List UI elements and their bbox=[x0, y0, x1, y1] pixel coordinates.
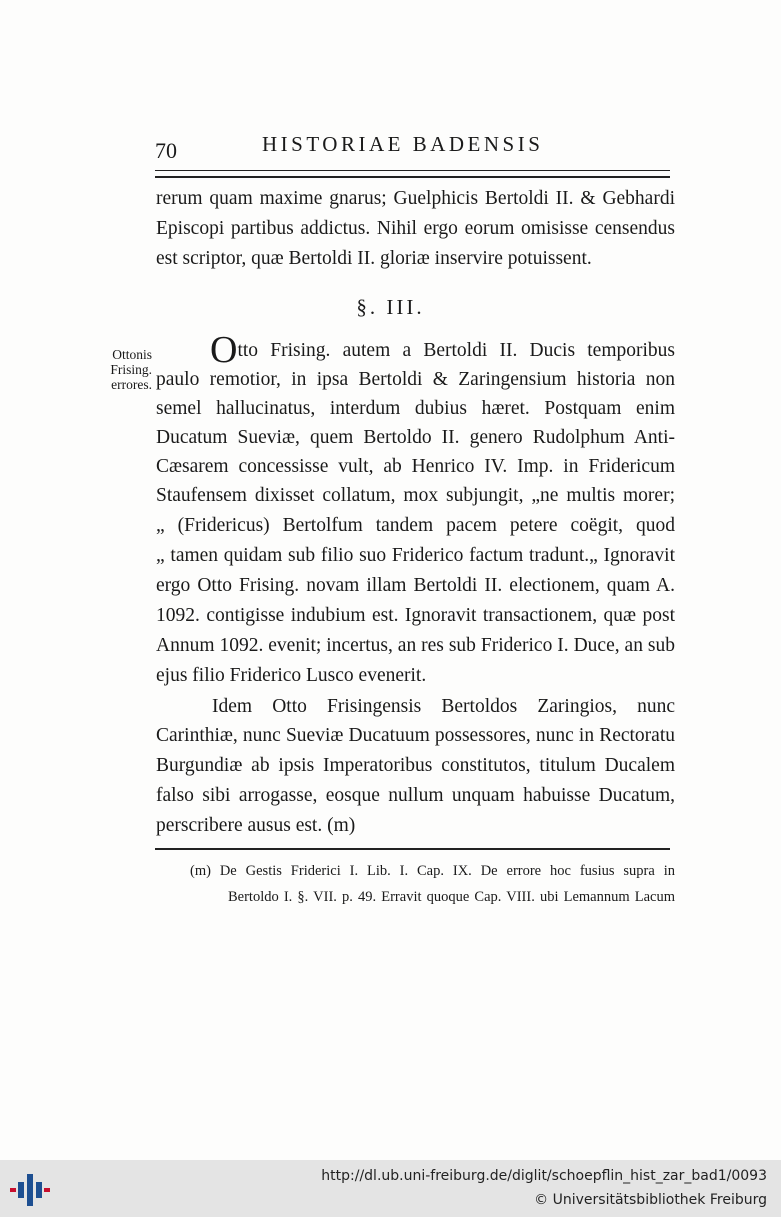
text-line: perscribere ausus est. (m) bbox=[156, 815, 356, 836]
paragraph-first-line bbox=[210, 329, 675, 371]
margin-note bbox=[80, 347, 152, 392]
text-line: „ tamen quidam sub filio suo Friderico factum tradunt.„ Ignoravit bbox=[156, 545, 675, 566]
library-footer-bar bbox=[0, 1160, 781, 1217]
text-line: Episcopi partibus addictus. Nihil ergo eorum omisisse censendus bbox=[156, 218, 675, 239]
text-line: Carinthiæ, nunc Sueviæ Ducatuum possessores, nunc in Rectoratu bbox=[156, 725, 675, 746]
text-line: ergo Otto Frising. novam illam Bertoldi II. electionem, quam A. bbox=[156, 575, 675, 596]
running-title: HISTORIAE BADENSIS bbox=[262, 132, 544, 156]
margin-note-line: Ottonis bbox=[112, 347, 152, 362]
footnote-line: (m) De Gestis Friderici I. Lib. I. Cap. IX. De errore hoc fusius supra in bbox=[190, 863, 675, 879]
margin-note-line: Frising. bbox=[110, 362, 152, 377]
text-line: Idem Otto Frisingensis Bertoldos Zaringios, nunc bbox=[212, 696, 675, 717]
text-line: rerum quam maxime gnarus; Guelphicis Bertoldi II. & Gebhardi bbox=[156, 188, 675, 209]
header-rule-thick bbox=[155, 176, 670, 178]
text-line: Annum 1092. evenit; incertus, an res sub Friderico I. Duce, an sub bbox=[156, 635, 675, 656]
footnote-rule bbox=[155, 848, 670, 850]
drop-cap: O bbox=[210, 329, 238, 371]
text-line: Staufensem dixisset collatum, mox subjungit, „ne multis morer; bbox=[156, 485, 675, 506]
section-heading: §. III. bbox=[356, 295, 425, 319]
page-number: 70 bbox=[155, 138, 177, 163]
text-line: 1092. contigisse indubium est. Ignoravit transactionem, quæ post bbox=[156, 605, 675, 626]
text-line: „ (Fridericus) Bertolfum tandem pacem petere coëgit, quod bbox=[156, 515, 675, 536]
text-line: semel hallucinatus, interdum dubius hæret. Postquam enim bbox=[156, 398, 675, 419]
footnote-line: Bertoldo I. §. VII. p. 49. Erravit quoque Cap. VIII. ubi Lemannum Lacum bbox=[228, 889, 675, 905]
text-line: falso sibi arrogasse, eosque nullum unquam habuisse Ducatum, bbox=[156, 785, 675, 806]
margin-note-line: errores. bbox=[111, 377, 152, 392]
text-line: est scriptor, quæ Bertoldi II. gloriæ inservire potuissent. bbox=[156, 248, 592, 269]
header-rule-thin bbox=[155, 170, 670, 171]
text-line: Burgundiæ ab ipsis Imperatoribus constitutos, titulum Ducalem bbox=[156, 755, 675, 776]
library-logo-icon bbox=[10, 1172, 50, 1208]
source-url[interactable]: http://dl.ub.uni-freiburg.de/diglit/schoepflin_hist_zar_bad1/0093 bbox=[321, 1168, 767, 1184]
text-line: Ducatum Sueviæ, quem Bertoldo II. genero Rudolphum Anti- bbox=[156, 427, 675, 448]
text-line: tto Frising. autem a Bertoldi II. Ducis temporibus bbox=[237, 340, 675, 361]
text-line: ejus filio Friderico Lusco evenerit. bbox=[156, 665, 427, 686]
text-line: paulo remotior, in ipsa Bertoldi & Zaringensium historia non bbox=[156, 369, 675, 390]
text-line: Cæsarem concessisse vult, ab Henrico IV. Imp. in Fridericum bbox=[156, 456, 675, 477]
copyright-text: © Universitätsbibliothek Freiburg bbox=[534, 1192, 767, 1208]
